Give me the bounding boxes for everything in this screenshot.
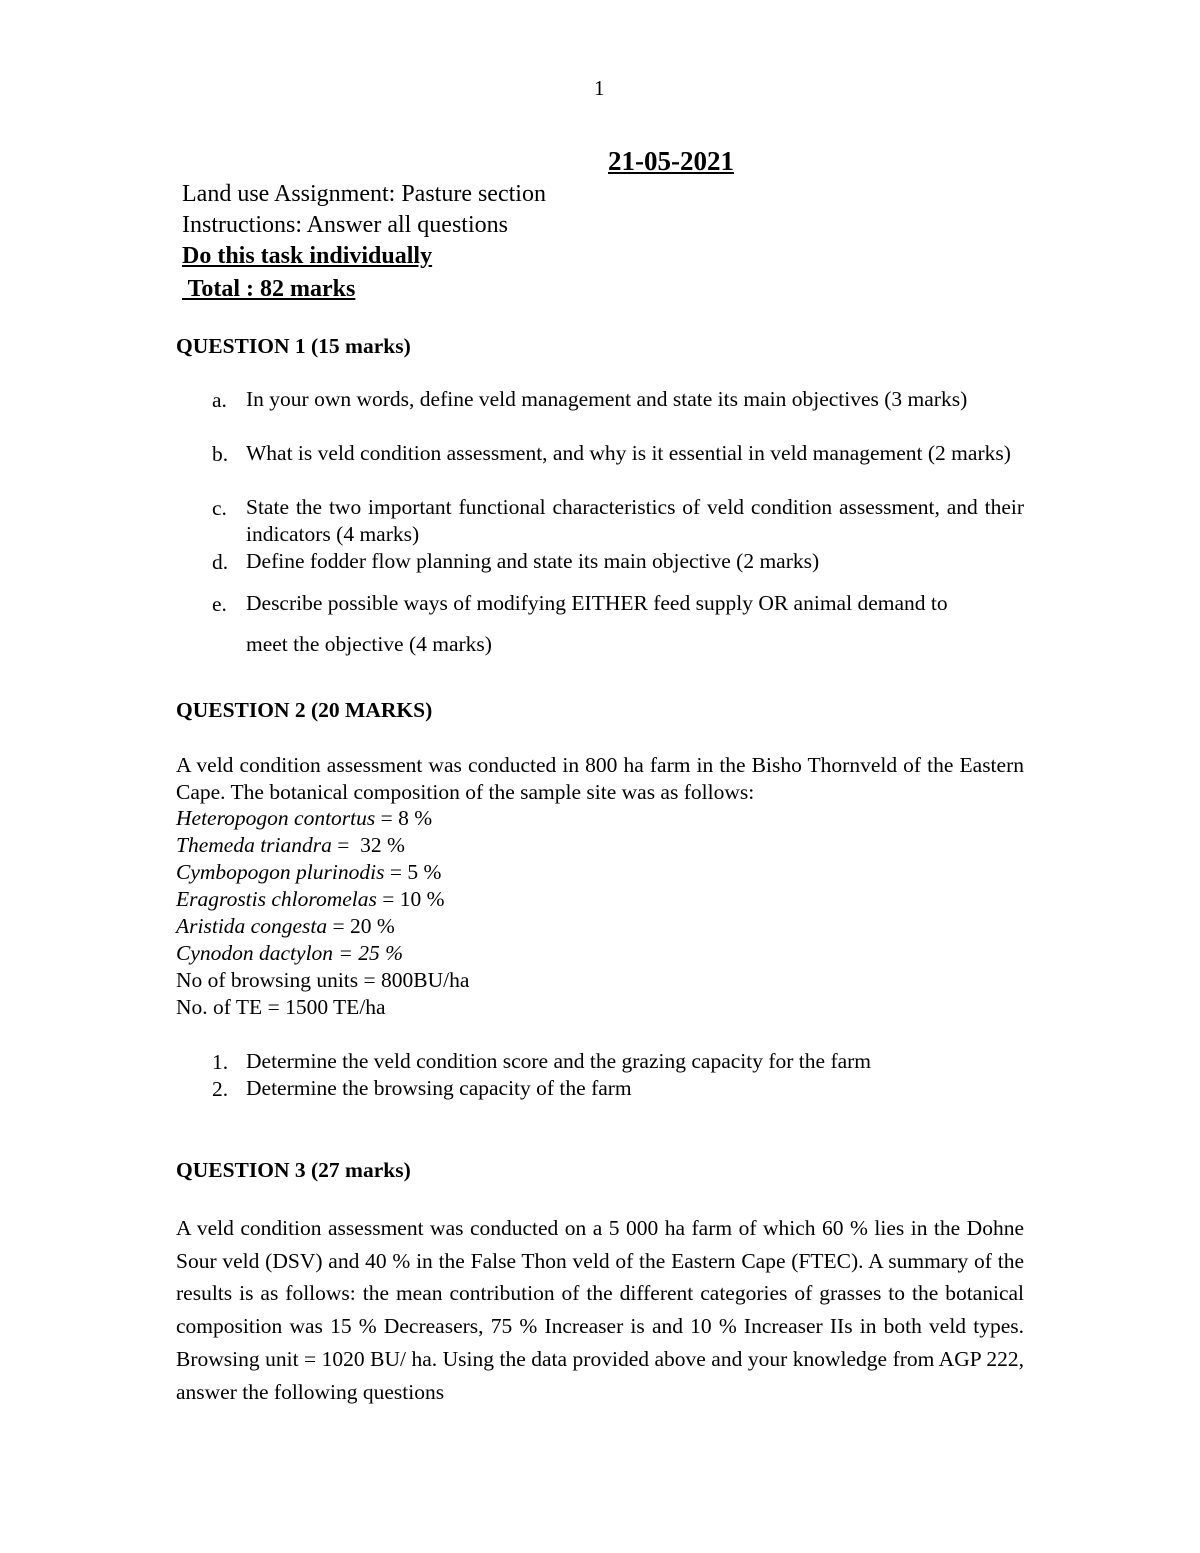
question-2-title: QUESTION 2 (20 MARKS) (176, 698, 433, 722)
question-2-intro: A veld condition assessment was conducted in 800 ha farm in the Bisho Thornveld of the Eastern Cape. The botanical composition of the sample site was as follows: (176, 753, 1024, 804)
species-line (176, 941, 403, 966)
species-line (176, 914, 395, 939)
q1-item-text-continued: meet the objective (4 marks) (246, 632, 492, 656)
species-value: = 32 % (331, 833, 405, 857)
q2-task-number: 2. (212, 1077, 229, 1101)
species-line (176, 887, 445, 912)
q2-task-number: 1. (212, 1050, 229, 1074)
species-value: = 8 % (375, 806, 433, 830)
q1-item-letter: b. (212, 442, 229, 466)
browsing-units: No of browsing units = 800BU/ha (176, 968, 470, 992)
species-name: Cynodon dactylon = 25 % (176, 941, 404, 965)
instructions: Instructions: Answer all questions (182, 212, 508, 238)
species-value: = 10 % (376, 887, 445, 911)
q1-item-letter: e. (212, 592, 227, 616)
q2-task-text: Determine the browsing capacity of the farm (246, 1076, 632, 1100)
species-value: = 5 % (384, 860, 442, 884)
species-name: Heteropogon contortus (176, 806, 376, 830)
q1-item-letter: c. (212, 496, 227, 520)
q1-item-letter: d. (212, 550, 229, 574)
species-name: Eragrostis chloromelas (176, 887, 377, 911)
species-line (176, 806, 432, 831)
species-value: = 20 % (327, 914, 395, 938)
q1-item-text: State the two important functional characteristics of veld condition assessment, and their indicators (4 marks) (246, 495, 1024, 546)
individual-notice: Do this task individually (182, 243, 433, 269)
question-1-title: QUESTION 1 (15 marks) (176, 334, 411, 358)
q1-item-letter: a. (212, 388, 227, 412)
q2-task-text: Determine the veld condition score and the grazing capacity for the farm (246, 1049, 872, 1073)
q1-item-text: Describe possible ways of modifying EITHER feed supply OR animal demand to (246, 591, 948, 615)
page-number: 1 (594, 76, 605, 100)
q1-item-text: Define fodder flow planning and state its main objective (2 marks) (246, 549, 820, 573)
q1-item-text: In your own words, define veld management and state its main objectives (3 marks) (246, 387, 968, 411)
species-line (176, 860, 441, 885)
total-marks: Total : 82 marks (182, 276, 356, 302)
species-name: Aristida congesta (176, 914, 328, 938)
species-line (176, 833, 405, 858)
assignment-title: Land use Assignment: Pasture section (182, 181, 546, 207)
question-3-title: QUESTION 3 (27 marks) (176, 1158, 411, 1182)
q1-item-text: What is veld condition assessment, and why is it essential in veld management (2 marks) (246, 441, 1011, 465)
question-3-paragraph: A veld condition assessment was conducted on a 5 000 ha farm of which 60 % lies in the Dohne Sour veld (DSV) and 40 % in the False Thon veld of the Eastern Cape (FTEC). A summary of the results is as follows: the mean contribution of the different categories of grasses to the botanical composition was 15 % Decreasers, 75 % Increaser is and 10 % Increaser IIs in both veld types. Browsing unit = 1020 BU/ ha. Using the data provided above and your knowledge from AGP 222, answer the following questions (176, 1216, 1024, 1404)
assignment-date: 21-05-2021 (608, 146, 734, 176)
species-name: Cymbopogon plurinodis (176, 860, 385, 884)
species-name: Themeda triandra (176, 833, 332, 857)
tropical-equivalents: No. of TE = 1500 TE/ha (176, 995, 386, 1019)
